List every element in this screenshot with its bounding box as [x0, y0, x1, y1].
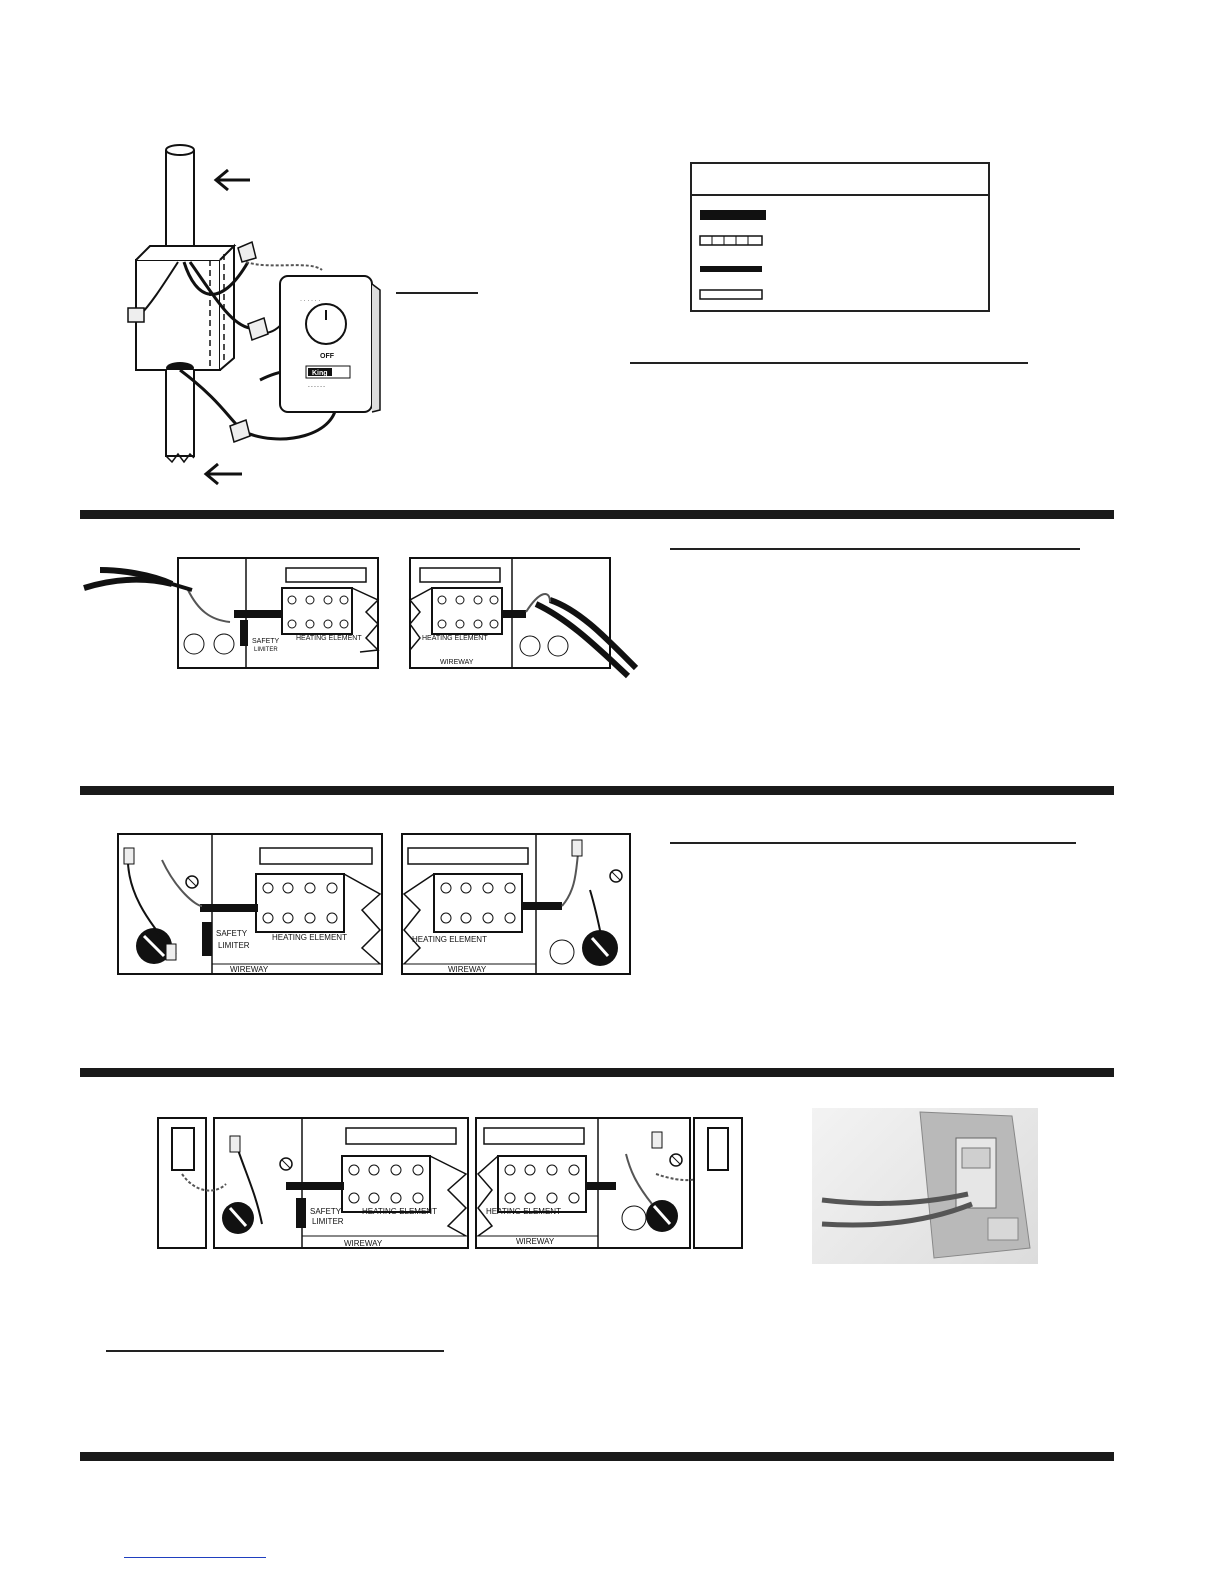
- thermostat-kit-illustration: [812, 1108, 1038, 1264]
- heating-element-label: HEATING ELEMENT: [296, 635, 362, 642]
- wireway-label: WIREWAY: [448, 965, 487, 974]
- svg-text:- - - - - -: - - - - - -: [308, 384, 325, 390]
- terminal-block: [282, 588, 352, 634]
- wire-nut-icon: [248, 318, 268, 340]
- thermostat: [280, 276, 380, 412]
- thermostat-brand-logo: King: [312, 370, 328, 377]
- heating-element-label: HEATING ELEMENT: [486, 1207, 561, 1216]
- ground-screw-icon: [610, 870, 622, 882]
- legend-swatch-striped: [700, 236, 762, 245]
- heating-element-label: HEATING ELEMENT: [272, 933, 347, 942]
- section-heading-underline: [670, 548, 1080, 550]
- heating-element-label: HEATING ELEMENT: [412, 935, 487, 944]
- wireway-label: WIREWAY: [440, 659, 474, 666]
- legend-swatch-black: [700, 266, 762, 272]
- section-heading-underline: [396, 292, 478, 294]
- heater-wiring-step-thermostat-kit: [156, 1114, 746, 1252]
- section-heading-underline: [106, 1350, 444, 1352]
- terminal-block: [434, 874, 522, 932]
- terminal-block: [342, 1156, 430, 1212]
- heating-element-label: HEATING ELEMENT: [422, 635, 488, 642]
- legend-header-divider: [692, 194, 988, 196]
- legend-swatch-white: [700, 290, 762, 299]
- thermostat-kit-photo: [812, 1108, 1038, 1264]
- ground-screw-icon: [670, 1154, 682, 1166]
- arrow-left-icon: [216, 170, 250, 190]
- wire-nut-icon: [124, 848, 134, 864]
- wireway-label: WIREWAY: [230, 965, 269, 974]
- terminal-block: [256, 874, 344, 932]
- ground-screw-icon: [280, 1158, 292, 1170]
- section-heading-underline: [670, 842, 1076, 844]
- wire-nut-icon: [166, 944, 176, 960]
- terminal-block: [432, 588, 502, 634]
- thermostat-off-label: OFF: [320, 353, 334, 360]
- wireway-label: WIREWAY: [344, 1239, 383, 1248]
- safety-limiter-label-2: LIMITER: [254, 647, 278, 653]
- svg-text:· · · · · ·: · · · · · ·: [300, 298, 321, 304]
- hyperlink-underline[interactable]: [124, 1557, 266, 1558]
- section-divider: [80, 1068, 1114, 1077]
- heating-element-label: HEATING ELEMENT: [362, 1207, 437, 1216]
- safety-limiter-label-1: SAFETY: [216, 929, 248, 938]
- arrow-left-icon: [206, 464, 242, 484]
- wire-color-legend: [690, 162, 990, 312]
- section-divider: [80, 1452, 1114, 1461]
- thermostat-wiring-diagram: [100, 130, 400, 490]
- legend-swatches: [698, 206, 768, 306]
- pliers-icon: [84, 570, 192, 590]
- section-divider: [80, 786, 1114, 795]
- ground-screw-icon: [186, 876, 198, 888]
- heater-wiring-step-remove: [80, 540, 640, 682]
- section-heading-underline: [630, 362, 1028, 364]
- safety-limiter-label-2: LIMITER: [218, 941, 250, 950]
- wire-nut-icon: [230, 420, 250, 442]
- heater-wiring-step-connect: [116, 830, 636, 978]
- terminal-block: [498, 1156, 586, 1212]
- legend-swatch-black-heavy: [700, 210, 766, 220]
- wire-nut-icon: [572, 840, 582, 856]
- wire-nut-icon: [128, 308, 144, 322]
- wireway-label: WIREWAY: [516, 1237, 555, 1246]
- safety-limiter-label-1: SAFETY: [252, 638, 280, 645]
- safety-limiter-label-1: SAFETY: [310, 1207, 342, 1216]
- safety-limiter-label-2: LIMITER: [312, 1217, 344, 1226]
- wire-nut-icon: [230, 1136, 240, 1152]
- wire-nut-icon: [652, 1132, 662, 1148]
- section-divider: [80, 510, 1114, 519]
- wire-nut-icon: [238, 242, 256, 262]
